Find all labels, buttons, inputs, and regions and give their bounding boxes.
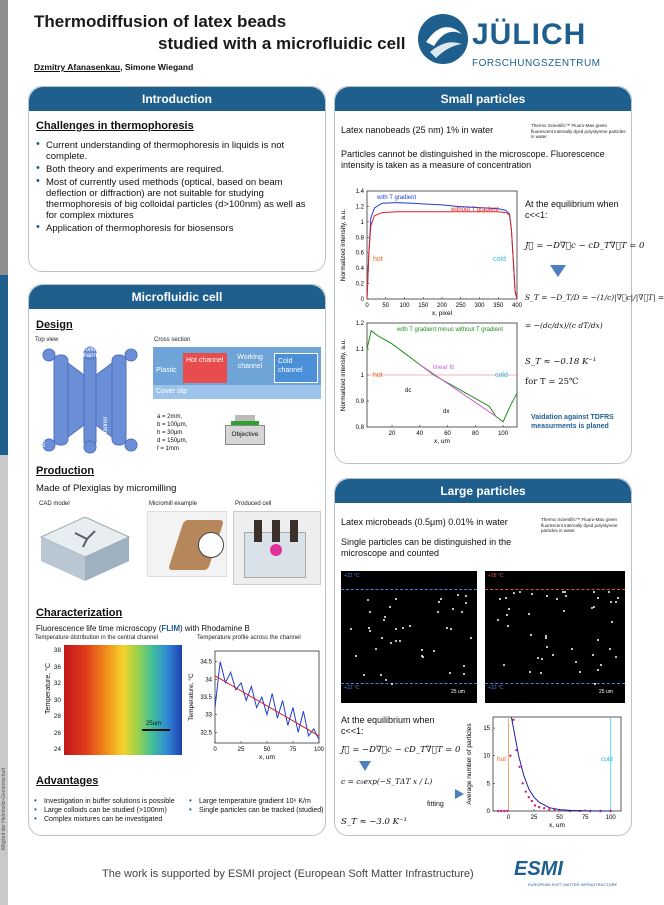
helmholtz-note: Mitglied der Helmholtz-Gemeinschaft — [1, 768, 7, 850]
particle-dot — [531, 593, 533, 595]
characterization-heading: Characterization — [36, 607, 123, 619]
x-tick-label: 50 — [382, 303, 390, 309]
particle-dot — [615, 601, 617, 603]
image-temp-bottom: +22 °C — [488, 685, 504, 691]
plot-frame — [215, 651, 319, 743]
flim-label: FLIM — [161, 624, 181, 633]
esmi-subtitle: EUROPEAN SOFT MATTER INFRASTRUCTURE — [528, 882, 618, 887]
particle-dot — [463, 673, 465, 675]
y-tick-label: 0.6 — [355, 250, 364, 257]
small-thermo-note: Thermo Scientific™ Fluoro-Max green fluorescent internally dyed polystyrene particles in water. — [531, 123, 626, 139]
small-flux-equation: J⃗ = −D∇⃗c − cD_T∇⃗T = 0 — [525, 241, 645, 251]
y-tick-label: 1.4 — [355, 189, 364, 195]
y-tick-label: 15 — [483, 726, 490, 733]
juelich-logo-mark-icon — [416, 12, 470, 66]
dim-a: a = 2mm, — [157, 414, 183, 420]
particle-dot — [383, 619, 385, 621]
small-difference-chart — [337, 319, 527, 449]
x-tick-label: 100 — [498, 431, 509, 437]
particle-dot — [355, 655, 357, 657]
x-axis-label: x, um — [259, 754, 275, 761]
particle-dot — [440, 598, 442, 600]
dim-f: f = 1mm — [157, 446, 179, 452]
cold-label: cold — [601, 756, 613, 763]
heatmap-tick: 36 — [53, 663, 61, 671]
esmi-logo — [514, 858, 634, 894]
list-item: • Both theory and experiments are required. — [36, 164, 318, 175]
particle-dot — [594, 683, 596, 685]
hot-label: hot — [373, 256, 383, 263]
micromill-image — [147, 511, 227, 577]
particle-dot — [450, 628, 452, 630]
particle-dot — [593, 606, 595, 608]
heatmap-ylabel: Temperature, °C — [45, 662, 53, 715]
image-temp-top: +22 °C — [344, 573, 360, 579]
large-line2: Single particles can be distinguished in the microscope and counted — [341, 537, 512, 558]
y-tick-label: 34.5 — [200, 659, 212, 666]
legend-linear-fit: linear fit — [433, 365, 455, 371]
small-line2: Particles cannot be distinguished in the microscope. Fluorescence intensity is taken as a measure of concentration — [341, 149, 605, 170]
data-point — [528, 796, 530, 798]
logo-wordmark: JÜLICH — [472, 18, 587, 51]
data-point — [538, 806, 540, 808]
large-concentration-equation: c = c₀exp(−S_TΔT x / L) — [341, 777, 433, 786]
particle-dot — [597, 639, 599, 641]
x-tick-label: 50 — [556, 815, 563, 821]
advantages-left-list — [34, 797, 192, 824]
production-heading: Production — [36, 465, 95, 477]
particle-dot — [497, 619, 499, 621]
temp-profile-title: Temperature profile across the channel — [197, 635, 301, 641]
y-tick-label: 0 — [360, 297, 364, 303]
y-axis-label: Temperature, °C — [188, 673, 195, 721]
particle-dot — [367, 599, 369, 601]
advantages-right-list — [189, 797, 325, 815]
particle-dot — [395, 598, 397, 600]
particle-dot — [505, 597, 507, 599]
particle-dot — [545, 637, 547, 639]
x-tick-label: 150 — [418, 303, 429, 309]
hot-label: hot — [373, 372, 383, 379]
y-tick-label: 0.2 — [355, 281, 364, 288]
authors — [34, 62, 193, 72]
y-tick-label: 0.9 — [355, 399, 364, 405]
y-tick-label: 33.5 — [200, 695, 212, 701]
particle-dot — [350, 628, 352, 630]
particle-dot — [528, 613, 530, 615]
list-item: • Application of thermophoresis for biosensors — [36, 223, 318, 234]
particle-dot — [375, 648, 377, 650]
particle-dot — [457, 594, 459, 596]
particle-dot — [449, 672, 451, 674]
particle-dot — [402, 627, 404, 629]
legend-with-gradient: with T gradient — [377, 195, 417, 201]
particle-dot — [556, 598, 558, 600]
x-tick-label: 0 — [213, 747, 217, 753]
dim-b: b = 100μm, — [157, 422, 188, 428]
y-tick-label: 0.8 — [355, 425, 364, 431]
particle-dot — [508, 608, 510, 610]
introduction-heading: Introduction — [29, 87, 325, 111]
cold-label: cold — [495, 372, 508, 379]
legend-without-gradient: without T gradient — [451, 207, 499, 213]
data-point — [500, 810, 502, 812]
large-thermo-note: Thermo Scientific™ Fluoro-Max green fluorescent internally dyed polystyrene particles in water. — [541, 517, 618, 533]
temperature-heatmap — [64, 645, 182, 755]
y-tick-label: 1.2 — [355, 204, 364, 211]
particle-dot — [385, 679, 387, 681]
x-tick-label: 40 — [416, 431, 424, 437]
small-for-temperature: for T = 25℃ — [525, 377, 579, 387]
y-tick-label: 1.1 — [355, 347, 364, 353]
microscope-image-gradient — [485, 571, 625, 703]
working-channel-cross: Working channel — [237, 354, 263, 370]
particle-dot — [537, 657, 539, 659]
data-point — [521, 782, 523, 784]
particle-dot — [421, 649, 423, 651]
particle-dot — [564, 591, 566, 593]
heatmap-tick: 32 — [53, 680, 61, 687]
particle-dot — [389, 606, 391, 608]
image-temp-top: +28 °C — [488, 573, 504, 579]
micromill-inset — [198, 532, 224, 558]
particle-dot — [390, 642, 392, 644]
temp-dist-title: Temperature distribution in the central channel — [35, 635, 159, 641]
data-point — [503, 810, 505, 812]
large-eq-title: At the equilibrium when c<<1: — [341, 715, 435, 736]
x-tick-label: 100 — [605, 815, 616, 821]
top-view-label: Top view — [35, 337, 59, 343]
particle-dot — [395, 628, 397, 630]
produced-cell-image — [233, 511, 321, 585]
data-point — [509, 755, 511, 757]
x-tick-label: 0 — [365, 303, 369, 309]
particle-dot — [546, 646, 548, 648]
side-stripe-middle — [0, 275, 8, 455]
particle-dot — [369, 611, 371, 613]
challenges-heading: Challenges in thermophoresis — [36, 120, 194, 132]
list-item: • Investigation in buffer solutions is possible — [34, 797, 192, 806]
large-line1: Latex microbeads (0.5μm) 0.01% in water — [341, 517, 508, 527]
particle-dot — [465, 595, 467, 597]
cold-label: cold — [493, 256, 506, 263]
small-line1: Latex nanobeads (25 nm) 1% in water — [341, 125, 494, 135]
juelich-logo — [416, 10, 626, 80]
side-stripe-top — [0, 0, 8, 275]
particle-dot — [421, 655, 423, 657]
particle-dot — [593, 591, 595, 593]
x-tick-label: 200 — [436, 303, 448, 309]
particle-dot — [437, 611, 439, 613]
particle-dot — [506, 614, 508, 616]
char-text-b: ) with Rhodamine B — [180, 624, 250, 633]
particle-dot — [369, 630, 371, 632]
microfluidic-heading: Microfluidic cell — [29, 285, 325, 309]
data-point — [531, 800, 533, 802]
x-tick-label: 75 — [289, 747, 297, 753]
small-particles-panel — [334, 86, 664, 464]
y-axis-label: Normalized intensity, a.u. — [340, 338, 347, 412]
cell-port — [272, 520, 280, 542]
heatmap-ticks — [49, 643, 61, 759]
introduction-panel — [28, 86, 326, 272]
particle-dot — [438, 601, 440, 603]
dim-h: h = 30μm — [157, 430, 183, 436]
particle-dot — [452, 608, 454, 610]
y-tick-label: 32.5 — [200, 730, 212, 737]
y-tick-label: 0 — [486, 809, 490, 815]
data-point — [548, 808, 550, 810]
right-flowchannel-label: Flowchannel — [103, 417, 109, 451]
hot-label: hot — [497, 756, 507, 763]
particle-dot — [546, 595, 548, 597]
particle-dot — [540, 672, 542, 674]
cad-model-label: CAD model — [39, 501, 70, 507]
particle-dot — [530, 634, 532, 636]
cad-model-image — [35, 511, 135, 587]
y-tick-label: 1 — [360, 373, 364, 379]
cell-dye — [270, 544, 282, 556]
list-item: • Most of currently used methods (optical, based on beam deflection or diffraction) are not suitable for studying thermophoresis of big colloidal particles (d>100nm) as well as for complex mixtures — [36, 177, 318, 221]
small-result: S_T ≈ −0.18 K⁻¹ — [525, 357, 597, 367]
particle-dot — [433, 650, 435, 652]
x-tick-label: 100 — [399, 303, 410, 309]
x-tick-label: 80 — [471, 431, 479, 437]
image-bottom-line — [341, 683, 477, 684]
particle-dot — [503, 664, 505, 666]
image-scale-label: 25 um — [451, 689, 465, 695]
small-soret-equation: S_T = −D_T/D = −(1/c)|∇⃗c|/|∇⃗T| = — [525, 293, 664, 302]
objective — [225, 415, 265, 447]
particle-dot — [608, 591, 610, 593]
x-axis-label: x, um — [434, 438, 450, 445]
cover-slip: Cover slip — [153, 385, 321, 399]
challenges-list — [36, 140, 318, 236]
particle-dot — [552, 654, 554, 656]
dc-label: dc — [405, 388, 412, 394]
x-tick-label: 100 — [313, 747, 325, 753]
particle-dot — [381, 637, 383, 639]
y-axis-label: Average number of particles — [466, 723, 473, 805]
data-point — [518, 766, 520, 768]
x-tick-label: 350 — [493, 303, 504, 309]
cold-channel: Cold channel — [274, 353, 318, 383]
large-down-arrow-icon — [359, 761, 371, 771]
cross-section-diagram — [153, 347, 321, 399]
particle-dot — [597, 669, 599, 671]
y-axis-label: Normalized intensity, a.u. — [340, 208, 347, 282]
particle-dot — [610, 601, 612, 603]
particle-dot — [529, 671, 531, 673]
heatmap-scale-label: 25um — [146, 721, 162, 727]
particle-dot — [611, 621, 613, 623]
other-authors: , Simone Wiegand — [120, 62, 194, 72]
particle-dot — [575, 661, 577, 663]
data-point — [506, 810, 508, 812]
micromill-label: Micromill example — [149, 501, 198, 507]
small-soret-equation-2: = −(dc/dx)/(c dT/dx) — [525, 321, 603, 330]
y-tick-label: 34 — [205, 677, 212, 684]
small-eq-title: At the equilibrium when c<<1: — [525, 199, 619, 220]
x-tick-label: 50 — [263, 747, 271, 753]
particle-dot — [409, 625, 411, 627]
top-view-diagram — [34, 345, 146, 455]
list-item: • Large colloids can be studied (>100nm) — [34, 806, 192, 815]
logo-subtitle: FORSCHUNGSZENTRUM — [472, 58, 601, 69]
cell-port — [254, 520, 262, 542]
list-item: • Current understanding of thermophoresis in liquids is not complete. — [36, 140, 318, 162]
particle-dot — [600, 664, 602, 666]
list-item: • Complex mixtures can be investigated — [34, 815, 192, 824]
design-heading: Design — [36, 319, 73, 331]
image-temp-bottom: +22 °C — [344, 685, 360, 691]
heatmap-tick: 26 — [53, 729, 61, 737]
particle-count-chart — [463, 711, 629, 837]
poster-title-line2: studied with a microfluidic cell — [158, 34, 406, 53]
y-tick-label: 10 — [483, 753, 490, 760]
particle-dot — [384, 616, 386, 618]
x-tick-label: 20 — [388, 431, 396, 437]
x-axis-label: x, pixel — [431, 310, 453, 317]
particle-dot — [446, 627, 448, 629]
validation-note: Vaidation against TDFRS measurments is planed — [531, 414, 614, 430]
particle-dot — [541, 658, 543, 660]
particle-dot — [380, 674, 382, 676]
heatmap-tick: 30 — [53, 696, 61, 704]
image-bottom-line — [485, 683, 625, 684]
data-point — [512, 719, 514, 721]
large-flux-equation: J⃗ = −D∇⃗c − cD_T∇⃗T = 0 — [341, 745, 461, 755]
working-channel-label: Working channel — [80, 347, 102, 359]
cell-port — [290, 520, 298, 542]
data-point — [534, 804, 536, 806]
poster-title-line1: Thermodiffusion of latex beads — [34, 12, 287, 31]
production-text: Made of Plexiglas by micromilling — [36, 483, 177, 494]
data-point — [525, 790, 527, 792]
particle-dot — [579, 671, 581, 673]
characterization-text — [36, 623, 250, 634]
plastic-label: Plastic — [156, 367, 177, 374]
heatmap-tick: 38 — [53, 647, 61, 654]
cross-section-label: Cross section — [154, 337, 191, 343]
particle-dot — [465, 602, 467, 604]
x-tick-label: 250 — [455, 303, 466, 309]
temperature-profile-chart — [185, 643, 325, 765]
x-tick-label: 25 — [237, 747, 245, 753]
plot-frame — [493, 717, 621, 811]
large-particles-panel — [334, 478, 632, 836]
x-tick-label: 400 — [511, 303, 523, 309]
particle-dot — [470, 637, 472, 639]
esmi-wordmark: ESMI — [514, 858, 563, 880]
particle-dot — [592, 654, 594, 656]
image-scale-label: 25 um — [599, 689, 613, 695]
heatmap-scale-bar — [142, 729, 170, 731]
footer-text: The work is supported by ESMI project (European Soft Matter Infrastructure) — [102, 868, 474, 880]
particle-dot — [499, 598, 501, 600]
dim-d: d = 150μm, — [157, 438, 188, 444]
fitting-label: fitting — [427, 801, 444, 808]
particle-dot — [609, 648, 611, 650]
produced-cell-label: Produced cell — [235, 501, 272, 507]
particle-dot — [363, 674, 365, 676]
y-tick-label: 0.8 — [355, 235, 364, 242]
small-particles-heading: Small particles — [335, 87, 631, 111]
particle-dot — [617, 597, 619, 599]
list-item: • Single particles can be tracked (studied) — [189, 806, 325, 815]
heatmap-tick: 28 — [53, 713, 61, 720]
particle-dot — [519, 591, 521, 593]
x-tick-label: 60 — [444, 431, 451, 437]
large-particles-heading: Large particles — [335, 479, 631, 503]
char-text-a: Fluorescence life time microscopy ( — [36, 624, 162, 633]
particle-dot — [563, 610, 565, 612]
particle-dot — [507, 625, 509, 627]
microfluidic-panel — [28, 284, 326, 836]
data-point — [497, 810, 499, 812]
left-flowchannel-label: Flowchannel — [41, 417, 47, 451]
x-tick-label: 75 — [581, 815, 589, 821]
first-author: Dzmitry Afanasenkau — [34, 62, 121, 72]
y-tick-label: 5 — [486, 781, 490, 788]
objective-label: Objective — [225, 425, 265, 445]
particle-dot — [565, 595, 567, 597]
particle-dot — [513, 592, 515, 594]
particle-dot — [395, 640, 397, 642]
list-item: • Large temperature gradient 10⁶ K/m — [189, 797, 325, 806]
small-down-arrow-icon — [550, 265, 566, 277]
data-point — [543, 807, 545, 809]
small-intensity-chart — [337, 187, 527, 319]
particle-dot — [571, 648, 573, 650]
dx-label: dx — [443, 409, 450, 415]
large-result: S_T ≈ −3.0 K⁻¹ — [341, 817, 407, 827]
particle-dot — [461, 611, 463, 613]
x-tick-label: 0 — [506, 815, 511, 821]
advantages-heading: Advantages — [36, 775, 99, 787]
heatmap-tick: 24 — [53, 746, 61, 753]
particle-dot — [615, 656, 617, 658]
image-top-line — [485, 589, 625, 590]
legend-difference: with T gradient minus without T gradient — [397, 327, 503, 333]
x-tick-label: 300 — [474, 303, 485, 309]
y-tick-label: 1 — [360, 219, 364, 226]
y-tick-label: 0.4 — [355, 266, 364, 273]
microscope-image-uniform — [341, 571, 477, 703]
x-tick-label: 25 — [530, 815, 538, 821]
y-tick-label: 33 — [205, 712, 212, 719]
image-top-line — [341, 589, 477, 590]
particle-dot — [463, 665, 465, 667]
hot-channel: Hot channel — [183, 353, 227, 383]
particle-dot — [399, 640, 401, 642]
x-axis-label: x, um — [549, 822, 565, 829]
particle-dot — [597, 597, 599, 599]
y-tick-label: 1.2 — [355, 321, 364, 327]
dimensions-list — [157, 413, 187, 453]
